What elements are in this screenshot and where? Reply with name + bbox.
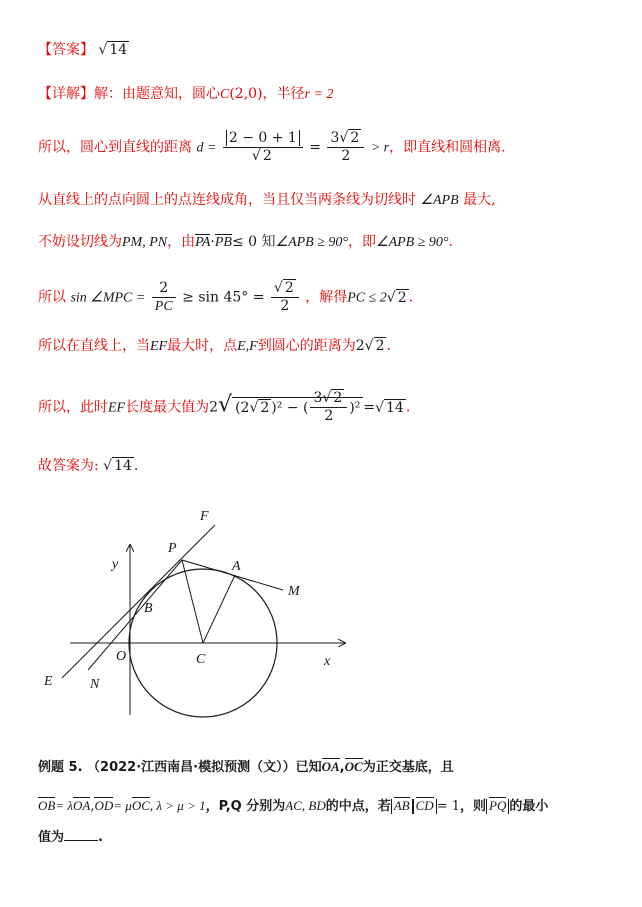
geometry-figure	[30, 500, 370, 730]
max-ef-line: 所以在直线上，当EF最大时，点E,F到圆心的距离为2√ 2 .	[38, 338, 391, 354]
example-title: 例题 5.	[38, 760, 83, 775]
answer-line	[38, 40, 129, 60]
assume-tangent-line: 不妨设切线为PM, PN，由PA·PB≤ 0 知∠APB ≥ 90°，即∠APB ≥ 90°.	[38, 234, 453, 250]
label-E: E	[44, 674, 53, 689]
label-N: N	[90, 677, 100, 692]
big-radical: √ (2√ 2 )² − ( $\frac{3√ 2}{2}$ )²	[218, 390, 363, 425]
label-x: x	[324, 654, 331, 669]
final-answer-line: 故答案为: √ 14 .	[38, 458, 139, 474]
ef-length-line: 所以，此时EF长度最大值为2√ (2√ 2 )² − ( $\frac{3√ 2}{2}$ )² =√ 14 .	[38, 390, 411, 424]
line-pn	[88, 560, 182, 670]
segment-pc	[182, 560, 203, 643]
label-F: F	[200, 509, 209, 524]
fraction-distance-2: $\frac{3√ 2}{2}$	[327, 130, 364, 165]
fraction-sine: $\frac{2}{PC}$	[152, 280, 176, 315]
distance-line: 所以，圆心到直线的距离 d = $\frac{2 - 0 + 1}{√ 2}$ = $\frac{3√ 2}{2}$ > r，即直线和圆相离.	[38, 130, 506, 164]
example-line-2: OB= λOA,OD= μOC, λ > μ > 1，P,Q 分别为AC, BD的中点，若 AB CD = 1，则 PQ 的最小	[38, 798, 549, 814]
example-line-1: 例题 5. （2022·江西南昌·模拟预测（文））已知OA,OC为正交基底，且	[38, 759, 454, 775]
label-P: P	[168, 541, 177, 556]
sine-line: 所以 sin ∠MPC = $\frac{2}{PC}$ ≥ sin 45° = $\frac{√ 2}{2}$ ，解得PC ≤ 2√ 2 .	[38, 280, 414, 314]
label-C: C	[196, 652, 206, 667]
answer-value: √ 14	[98, 42, 128, 58]
answer-blank	[64, 826, 98, 841]
segment-ac	[203, 575, 235, 643]
label-A: A	[232, 559, 241, 574]
detail-label: 【详解】	[38, 86, 94, 102]
fraction-sine-2: $\frac{√ 2}{2}$	[271, 280, 299, 315]
answer-label: 【答案】	[38, 42, 94, 58]
label-M: M	[288, 584, 300, 599]
label-O: O	[116, 649, 127, 664]
label-y: y	[112, 557, 119, 572]
label-B: B	[144, 601, 153, 616]
fraction-distance: $\frac{2 - 0 + 1}{√ 2}$	[223, 130, 303, 165]
detail-line: 【详解】解：由题意知，圆心C(2,0)，半径r = 2	[38, 86, 334, 102]
example-line-3: 值为 .	[38, 826, 103, 848]
tangent-line-text: 从直线上的点向圆上的点连线成角，当且仅当两条线为切线时 ∠APB 最大,	[38, 192, 496, 208]
